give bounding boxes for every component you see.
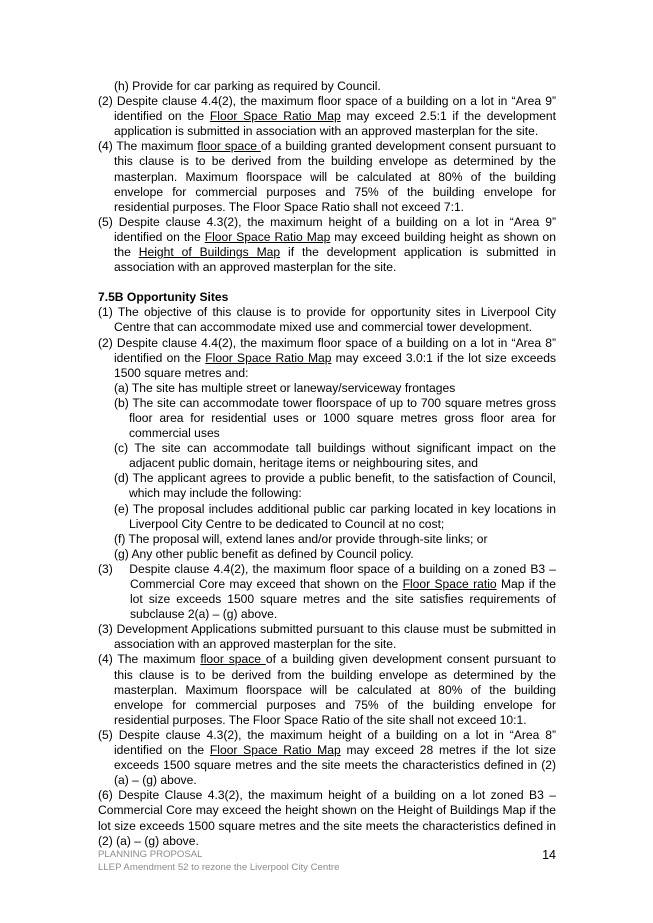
floor-space-term: floor space: [200, 652, 266, 667]
subclause-c: (c) The site can accommodate tall buildings without significant impact on the adjacent public domain, heritage items or neighbouring sites, and: [114, 441, 556, 471]
clause-2-area9: [98, 94, 556, 139]
clause-3-opportunity: [98, 562, 556, 622]
clause-text: may exceed 2.5:1 if the development application is submitted in association with an approved masterplan for the site.: [114, 109, 556, 139]
document-body: [98, 79, 556, 849]
section-heading: 7.5B Opportunity Sites: [98, 290, 229, 305]
subclause-a: (a) The site has multiple street or laneway/serviceway frontages: [114, 380, 456, 395]
clause-text: (2) Despite clause 4.4(2), the maximum floor space of a building on a lot in “Area 9” identified on the: [98, 94, 556, 124]
clause-text: (4) The maximum: [98, 652, 201, 667]
clause-text: may exceed 3.0:1 if the lot size exceeds 1500 square metres and:: [114, 350, 556, 380]
fsr-map-link: Floor Space Ratio Map: [205, 350, 332, 365]
clause-text: Map if the lot size exceeds 1500 square metres and the site satisfies requirements of subclause 2(a) – (g) above.: [130, 577, 556, 622]
clause-6-opportunity: (6) Despite Clause 4.3(2), the maximum height of a building on a lot zoned B3 – Commercial Core may exceed the height shown on the Height of Buildings Map if the lot size exceeds 1500 square metres and the site meets the characteristics defined in (2) (a) – (g) above.: [98, 788, 556, 848]
clause-h: (h) Provide for car parking as required by Council.: [114, 79, 381, 93]
clause-2-opportunity: [98, 336, 556, 381]
clause-5-area9: [98, 215, 556, 275]
clause-text: of a building granted development consent pursuant to this clause is to be derived from the building envelope as determined by the masterplan. Maximum floorspace will be calculated at 80% of the building envelope for commercial purposes and 75% of the building envelope for residential purposes. The Floor Space Ratio shall not exceed 7:1.: [114, 139, 556, 214]
clause-text: (2) Despite clause 4.4(2), the maximum floor space of a building on a lot in “Area 8” identified on the: [98, 335, 556, 365]
clause-text: of a building given development consent pursuant to this clause is to be derived from the building envelope as determined by the masterplan. Maximum floorspace will be calculated at 80% of the building envelope for commercial purposes and 75% of the building envelope for residential purposes. The Floor Space Ratio of the site shall not exceed 10:1.: [114, 652, 556, 727]
clause-text: (5) Despite clause 4.3(2), the maximum height of a building on a lot in “Area 8” identified on the: [98, 727, 556, 758]
fsr-map-link: Floor Space Ratio Map: [209, 743, 341, 758]
fsr-map-link: Floor Space ratio: [402, 577, 497, 591]
floor-space-term: floor space: [197, 139, 261, 154]
clause-text: (4) The maximum: [98, 139, 198, 154]
footer-title: PLANNING PROPOSAL: [98, 849, 203, 860]
clause-text: (3) Despite clause 4.4(2), the maximum floor space of a building on a zoned B3 – Commercial Core may exceed that shown on the: [98, 561, 556, 591]
clause-text: (5) Despite clause 4.3(2), the maximum height of a building on a lot in “Area 9” identified on the: [98, 214, 556, 244]
fsr-map-link: Floor Space Ratio Map: [209, 109, 341, 124]
clause-text: may exceed 28 metres if the lot size exceeds 1500 square metres and the site meets the characteristics defined in (2) (a) – (g) above.: [114, 743, 556, 788]
subclause-g: (g) Any other public benefit as defined by Council policy.: [114, 546, 414, 561]
subclause-b: (b) The site can accommodate tower floorspace of up to 700 square metres gross floor area for residential uses or 1000 square metres gross floor area for commercial uses: [114, 395, 556, 441]
page-number: 14: [542, 848, 556, 862]
clause-5-opportunity: [98, 728, 556, 788]
subclause-f: (f) The proposal will, extend lanes and/or provide through-site links; or: [114, 531, 488, 546]
subclause-e: (e) The proposal includes additional public car parking located in key locations in Liverpool City Centre to be dedicated to Council at no cost;: [114, 501, 556, 531]
fsr-map-link: Floor Space Ratio Map: [204, 229, 331, 244]
clause-text: if the development application is submitted in association with an approved masterplan for the site.: [114, 245, 557, 275]
clause-4-opportunity: [98, 652, 556, 727]
subclause-d: (d) The applicant agrees to provide a public benefit, to the satisfaction of Council, which may include the following:: [114, 471, 556, 501]
page-footer: [98, 849, 556, 874]
clause-1-opportunity: (1) The objective of this clause is to provide for opportunity sites in Liverpool City Centre that can accommodate mixed use and commercial tower development.: [98, 305, 556, 335]
clause-3-development-applications: (3) Development Applications submitted pursuant to this clause must be submitted in association with an approved masterplan for the site.: [98, 622, 556, 652]
height-map-link: Height of Buildings Map: [138, 245, 281, 260]
clause-4-area9: [98, 139, 556, 214]
clause-text: may exceed building height as shown on the: [114, 229, 556, 260]
footer-subtitle: LLEP Amendment 52 to rezone the Liverpool City Centre: [98, 861, 340, 873]
